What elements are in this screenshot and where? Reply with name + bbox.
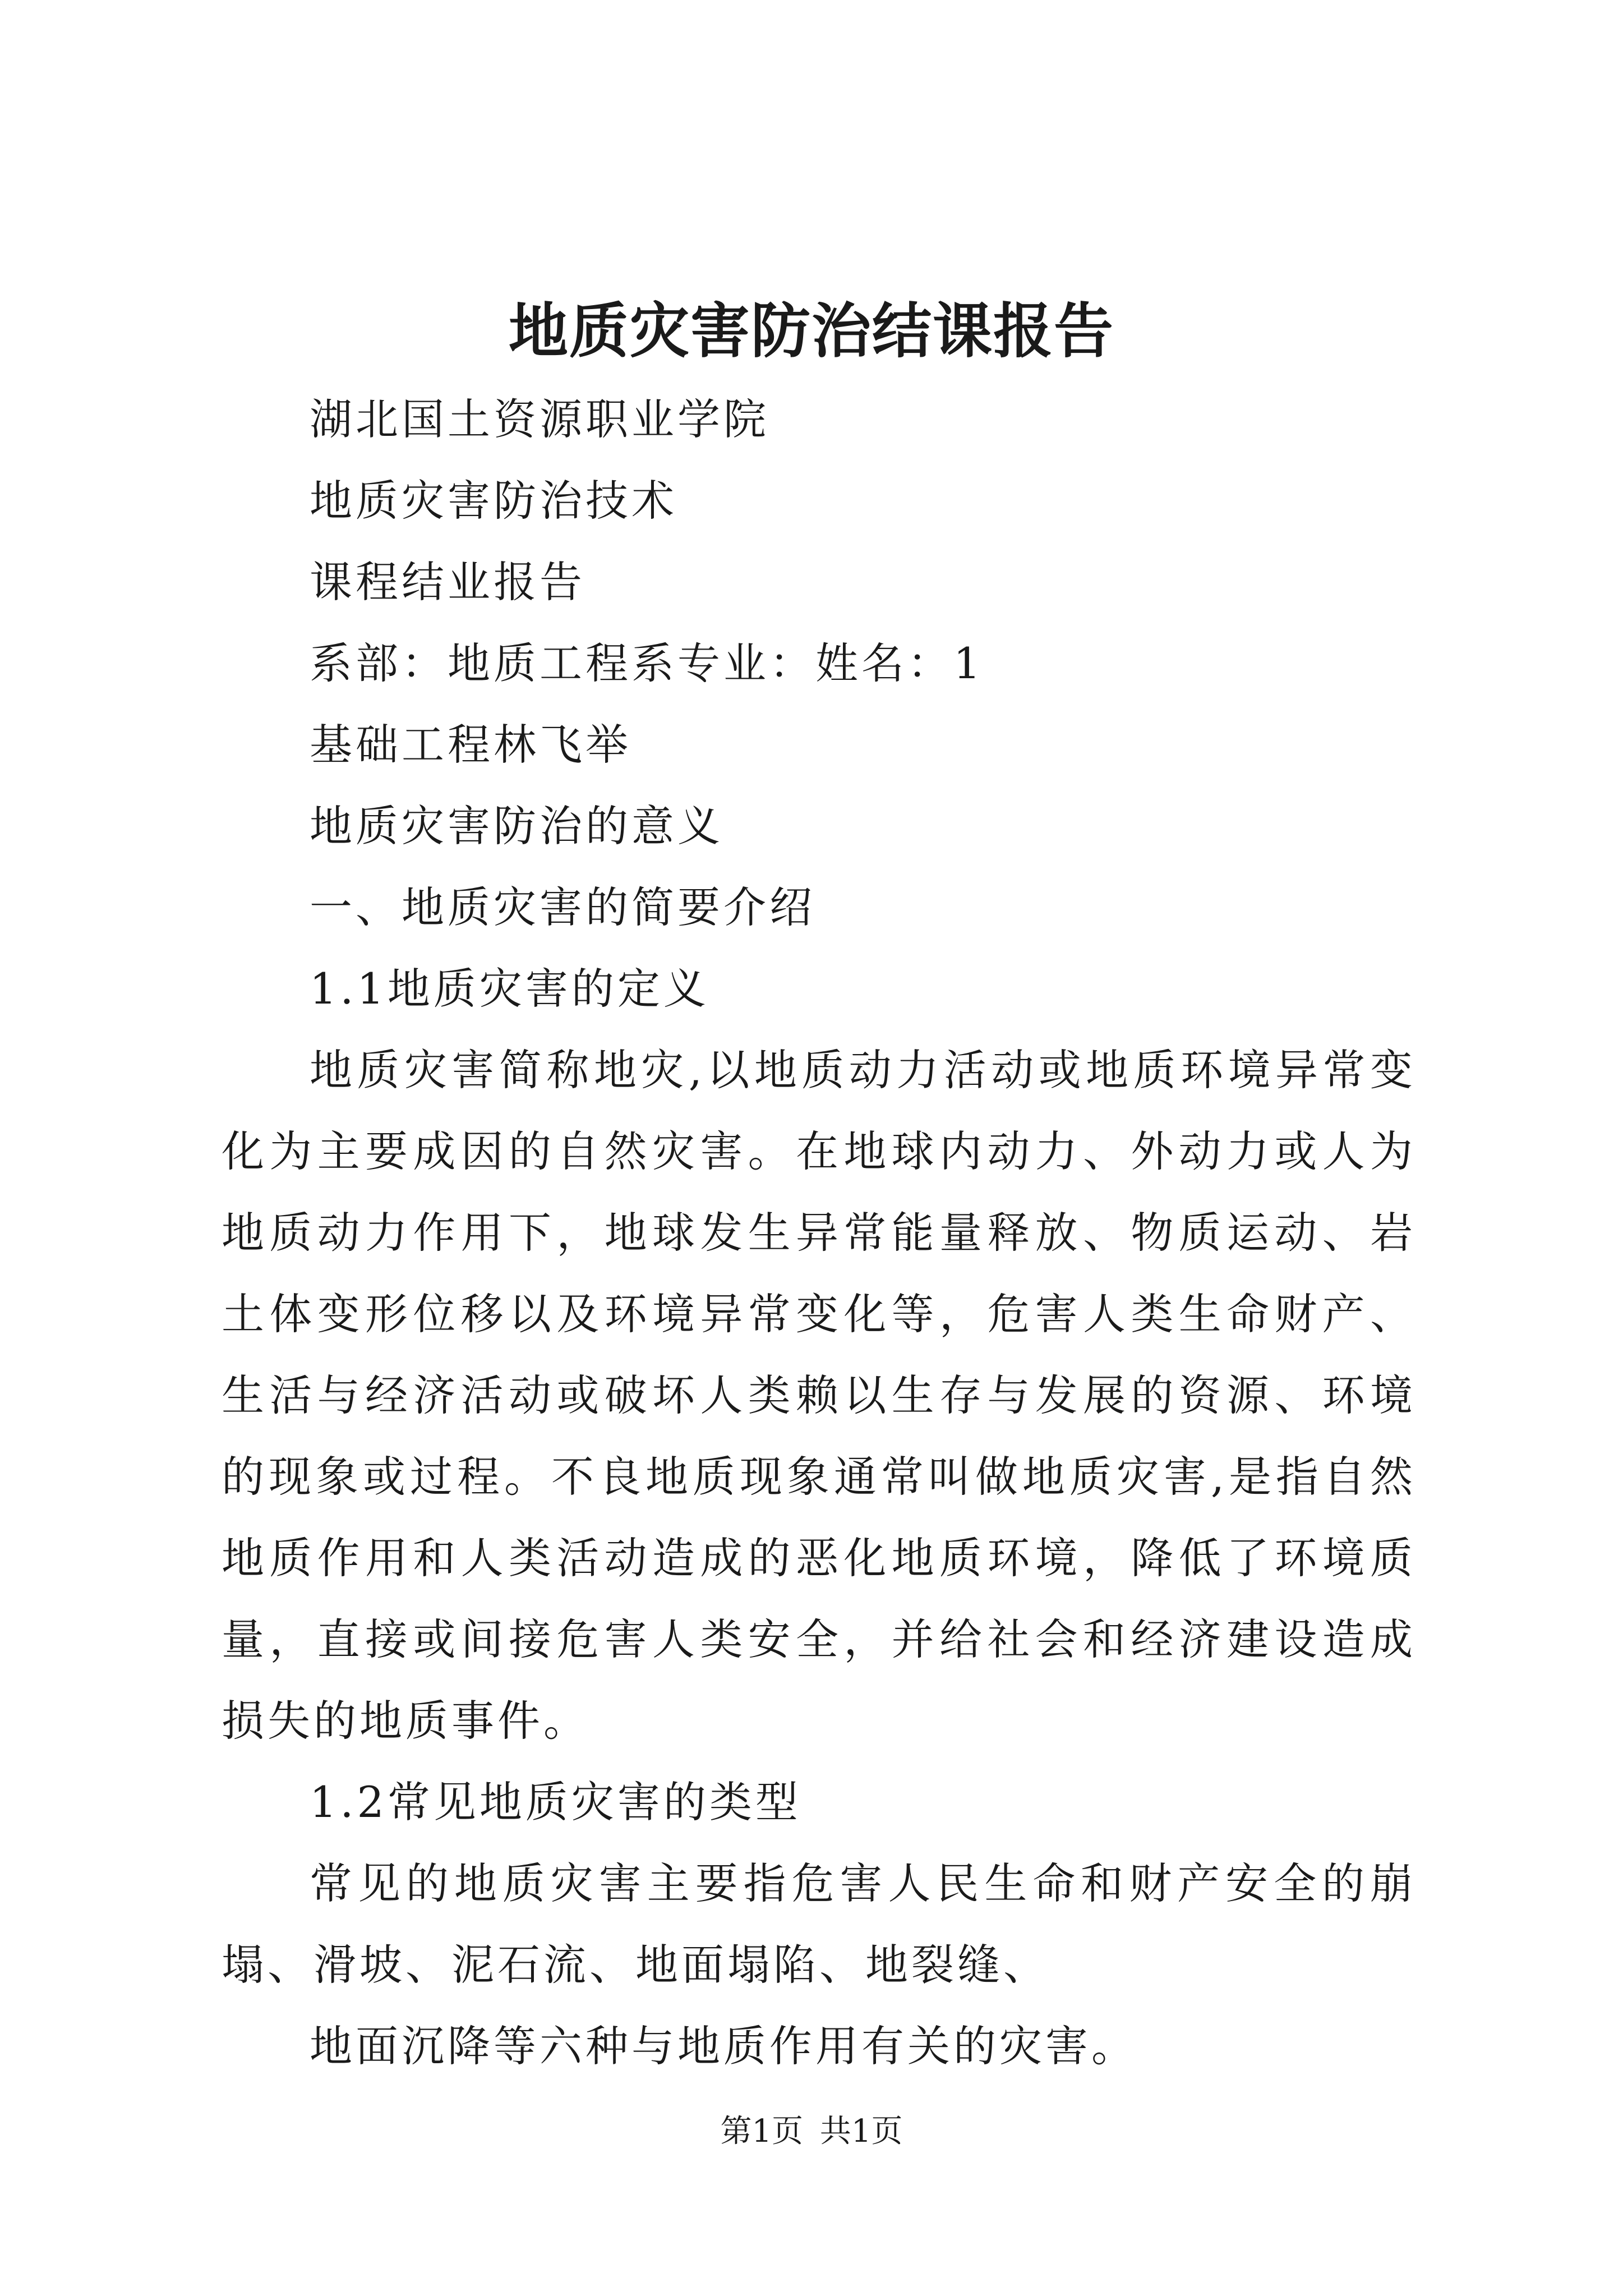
document-body: [222, 379, 1416, 2087]
paragraph-report-type: 课程结业报告: [310, 557, 585, 607]
paragraph-department: 系部：地质工程系专业：姓名：1: [310, 638, 984, 688]
paragraph-types: 常见的地质灾害主要指危害人民生命和财产安全的崩塌、滑坡、泥石流、地面塌陷、地裂缝、: [222, 1858, 1416, 1990]
page-number: 第1页: [720, 2113, 804, 2150]
paragraph-student: 基础工程林飞举: [310, 720, 631, 770]
section-heading-significance: 地质灾害防治的意义: [310, 801, 723, 851]
page-total: 共1页: [819, 2113, 903, 2150]
paragraph-course: 地质灾害防治技术: [310, 476, 677, 526]
subsection-heading-definition: 1.1地质灾害的定义: [310, 964, 709, 1014]
section-heading-intro: 一、地质灾害的简要介绍: [310, 882, 815, 932]
paragraph-school: 湖北国土资源职业学院: [310, 394, 769, 444]
paragraph-definition: 地质灾害简称地灾,以地质动力活动或地质环境异常变化为主要成因的自然灾害。在地球内动力、外动力或人为地质动力作用下，地球发生异常能量释放、物质运动、岩土体变形位移以及环境异常变化等，危害人类生命财产、生活与经济活动或破坏人类赖以生存与发展的资源、环境的现象或过程。不良地质现象通常叫做地质灾害,是指自然地质作用和人类活动造成的恶化地质环境，降低了环境质量，直接或间接危害人类安全，并给社会和经济建设造成损失的地质事件。: [222, 1045, 1416, 1746]
document-title: 地质灾害防治结课报告: [509, 296, 1114, 366]
subsection-heading-types: 1.2常见地质灾害的类型: [310, 1777, 801, 1827]
paragraph-types-continued: 地面沉降等六种与地质作用有关的灾害。: [310, 2021, 1137, 2071]
page-footer: [0, 2109, 1623, 2154]
